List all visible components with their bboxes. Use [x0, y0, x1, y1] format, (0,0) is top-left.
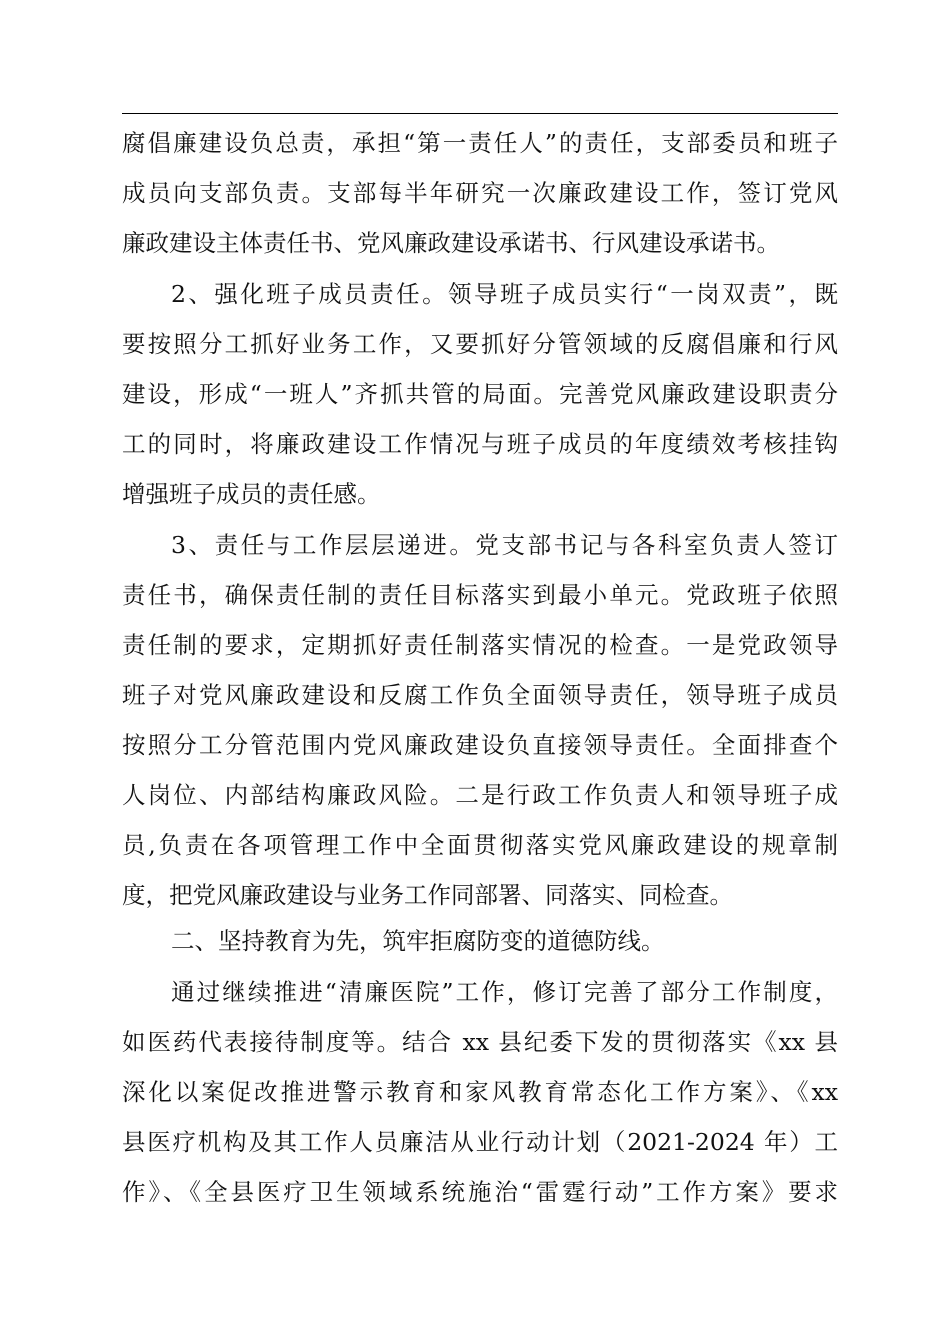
text-line: 增强班子成员的责任感。: [122, 480, 381, 508]
text-line: 要按照分工抓好业务工作，又要抓好分管领域的反腐倡廉和行风: [122, 330, 838, 358]
text-line: 员,负责在各项管理工作中全面贯彻落实党风廉政建设的规章制: [122, 831, 838, 859]
text-line: 班子对党风廉政建设和反腐工作负全面领导责任，领导班子成员: [122, 681, 838, 709]
text-line: 腐倡廉建设负总责，承担“第一责任人”的责任，支部委员和班子: [122, 129, 838, 157]
header-rule: [122, 113, 838, 114]
text-line: 人岗位、内部结构廉政风险。二是行政工作负责人和领导班子成: [122, 781, 838, 809]
text-line: 建设，形成“一班人”齐抓共管的局面。完善党风廉政建设职责分: [122, 380, 838, 408]
text-line: 如医药代表接待制度等。结合 xx 县纪委下发的贯彻落实《xx 县: [122, 1028, 838, 1056]
text-line: 廉政建设主体责任书、党风廉政建设承诺书、行风建设承诺书。: [122, 229, 780, 257]
text-line: 按照分工分管范围内党风廉政建设负直接领导责任。全面排查个: [122, 731, 838, 759]
text-line: 责任制的要求，定期抓好责任制落实情况的检查。一是党政领导: [122, 631, 838, 659]
text-line: 责任书，确保责任制的责任目标落实到最小单元。党政班子依照: [122, 581, 838, 609]
text-line: 度，把党风廉政建设与业务工作同部署、同落实、同检查。: [122, 881, 733, 909]
text-line: 通过继续推进“清廉医院”工作，修订完善了部分工作制度，: [171, 978, 838, 1006]
text-line: 作》、《全县医疗卫生领域系统施治“雷霆行动”工作方案》要求: [122, 1178, 838, 1206]
section-heading: 二、坚持教育为先，筑牢拒腐防变的道德防线。: [171, 927, 665, 955]
text-line: 3、责任与工作层层递进。党支部书记与各科室负责人签订: [171, 531, 838, 559]
text-line: 深化以案促改推进警示教育和家风教育常态化工作方案》、《xx: [122, 1078, 838, 1106]
text-line: 2、强化班子成员责任。领导班子成员实行“一岗双责”，既: [171, 280, 838, 308]
text-line: 成员向支部负责。支部每半年研究一次廉政建设工作，签订党风: [122, 179, 838, 207]
text-line: 县医疗机构及其工作人员廉洁从业行动计划（2021-2024 年）工: [122, 1128, 838, 1156]
text-line: 工的同时，将廉政建设工作情况与班子成员的年度绩效考核挂钩: [122, 430, 838, 458]
